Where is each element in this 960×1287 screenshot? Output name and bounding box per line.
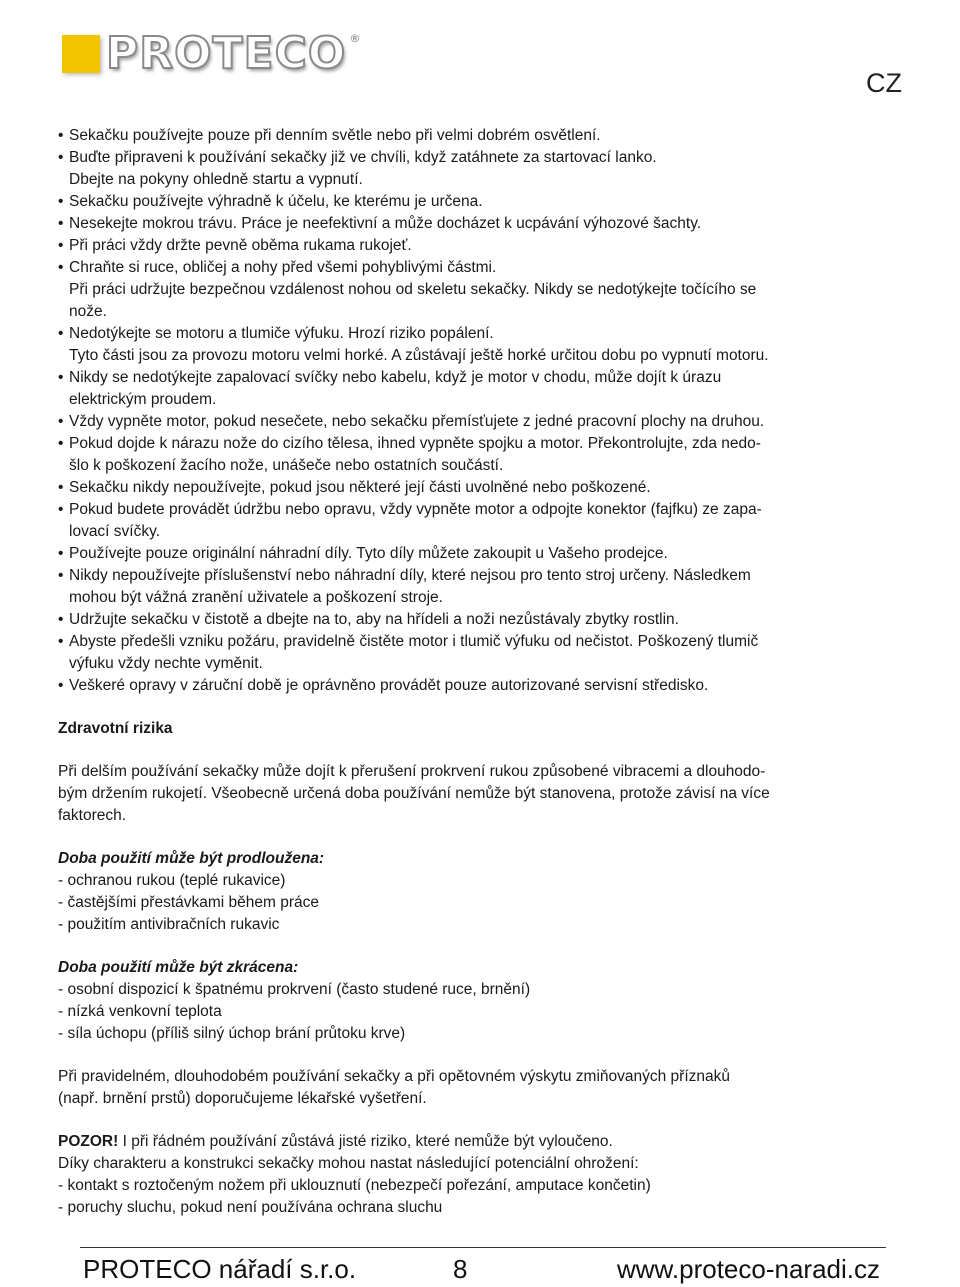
registered-mark: ® [349, 32, 361, 45]
shortened-use-item: - síla úchopu (příliš silný úchop brání průtoku krve) [58, 1025, 406, 1042]
shortened-use-heading: Doba použití může být zkrácena: [58, 959, 299, 976]
logo-square [62, 35, 100, 73]
shortened-use-section [58, 957, 898, 1045]
safety-rule-line: Nikdy se nedotýkejte zapalovací svíčky nebo kabelu, když je motor v chodu, může dojít k úrazu [69, 369, 722, 386]
safety-rule-line: výfuku vždy nechte vyměnit. [69, 655, 263, 672]
safety-rule-item [58, 565, 898, 609]
risk-list [58, 1175, 898, 1219]
bullet-glyph: • [58, 369, 64, 386]
safety-rule-line: šlo k poškození žacího nože, unášeče nebo ostatních součástí. [69, 457, 504, 474]
bullet-glyph: • [58, 215, 64, 232]
safety-rule-line: Pokud budete provádět údržbu nebo opravu, vždy vypněte motor a odpojte konektor (fajfku) ze zapa- [69, 501, 762, 518]
bullet-glyph: • [58, 501, 64, 518]
health-intro-paragraph [58, 761, 898, 827]
page-content [58, 125, 898, 1219]
extended-use-section [58, 848, 898, 936]
extended-use-item: - ochranou rukou (teplé rukavice) [58, 872, 286, 889]
safety-rule-item [58, 543, 898, 565]
extended-use-heading: Doba použití může být prodloužena: [58, 850, 325, 867]
bullet-glyph: • [58, 149, 64, 166]
safety-rule-item [58, 477, 898, 499]
safety-rule-line: Nesekejte mokrou trávu. Práce je neefektivní a může docházet k ucpávání výhozové šachty. [69, 215, 702, 232]
safety-rule-line: Sekačku nikdy nepoužívejte, pokud jsou některé její části uvolněné nebo poškozené. [69, 479, 651, 496]
language-code: CZ [866, 68, 902, 98]
brand-logo [62, 28, 361, 79]
safety-rule-line: Nedotýkejte se motoru a tlumiče výfuku. Hrozí riziko popálení. [69, 325, 494, 342]
page-number: 8 [453, 1254, 468, 1284]
safety-rule-line: Tyto části jsou za provozu motoru velmi horké. A zůstávají ještě horké určitou dobu po vypnutí motoru. [69, 347, 769, 364]
health-intro-line: faktorech. [58, 807, 127, 824]
bullet-glyph: • [58, 633, 64, 650]
safety-rule-item [58, 147, 898, 191]
bullet-glyph: • [58, 259, 64, 276]
health-risks-heading: Zdravotní rizika [58, 720, 173, 737]
safety-rule-line: Sekačku používejte výhradně k účelu, ke kterému je určena. [69, 193, 483, 210]
safety-rule-item [58, 631, 898, 675]
safety-rules-list [58, 125, 898, 697]
safety-rule-line: Při práci udržujte bezpečnou vzdálenost nohou od skeletu sekačky. Nikdy se nedotýkejte točícího se [69, 281, 757, 298]
bullet-glyph: • [58, 325, 64, 342]
risk-intro: Díky charakteru a konstrukci sekačky mohou nastat následující potenciální ohrožení: [58, 1155, 639, 1172]
safety-rule-item [58, 499, 898, 543]
safety-rule-line: Při práci vždy držte pevně oběma rukama rukojeť. [69, 237, 412, 254]
warning-text: I při řádném používání zůstává jisté riziko, které nemůže být vyloučeno. [118, 1133, 613, 1150]
shortened-use-item: - osobní dispozicí k špatnému prokrvení (často studené ruce, brnění) [58, 981, 531, 998]
health-intro-line: Při delším používání sekačky může dojít k přerušení prokrvení rukou způsobené vibracemi a dlouhodo- [58, 763, 766, 780]
footer-website: www.proteco-naradi.cz [617, 1254, 880, 1284]
safety-rule-item [58, 609, 898, 631]
bullet-glyph: • [58, 677, 64, 694]
safety-rule-item [58, 191, 898, 213]
safety-rule-line: Pokud dojde k nárazu nože do cizího tělesa, ihned vypněte spojku a motor. Překontrolujte, zda nedo- [69, 435, 761, 452]
safety-rule-line: Abyste předešli vzniku požáru, pravidelně čistěte motor i tlumič výfuku od nečistot. Poškozený tlumič [69, 633, 759, 650]
medical-advice-paragraph [58, 1066, 898, 1110]
safety-rule-item [58, 213, 898, 235]
bullet-glyph: • [58, 567, 64, 584]
bullet-glyph: • [58, 413, 64, 430]
logo-wordmark: PROTECO [106, 28, 347, 79]
risk-item: - kontakt s roztočeným nožem při uklouznutí (nebezpečí pořezání, amputace končetin) [58, 1177, 651, 1194]
medical-advice-line: (např. brnění prstů) doporučujeme lékařské vyšetření. [58, 1090, 427, 1107]
safety-rule-item [58, 675, 898, 697]
shortened-use-item: - nízká venkovní teplota [58, 1003, 222, 1020]
safety-rule-line: Chraňte si ruce, obličej a nohy před všemi pohyblivými částmi. [69, 259, 497, 276]
safety-rule-item [58, 367, 898, 411]
risk-item: - poruchy sluchu, pokud není používána ochrana sluchu [58, 1199, 443, 1216]
extended-use-list [58, 870, 898, 936]
safety-rule-line: Udržujte sekačku v čistotě a dbejte na to, aby na hřídeli a noži nezůstávaly zbytky rostlin. [69, 611, 679, 628]
bullet-glyph: • [58, 435, 64, 452]
safety-rule-line: nože. [69, 303, 107, 320]
safety-rule-item [58, 411, 898, 433]
footer-company: PROTECO nářadí s.r.o. [83, 1254, 357, 1284]
footer-divider [80, 1247, 886, 1248]
safety-rule-line: Dbejte na pokyny ohledně startu a vypnutí. [69, 171, 363, 188]
safety-rule-line: lovací svíčky. [69, 523, 161, 540]
safety-rule-item [58, 433, 898, 477]
bullet-glyph: • [58, 193, 64, 210]
bullet-glyph: • [58, 545, 64, 562]
safety-rule-line: mohou být vážná zranění uživatele a poškození stroje. [69, 589, 443, 606]
safety-rule-line: Vždy vypněte motor, pokud nesečete, nebo sekačku přemísťujete z jedné pracovní plochy na druhou. [69, 413, 765, 430]
bullet-glyph: • [58, 479, 64, 496]
safety-rule-line: Sekačku používejte pouze při denním světle nebo při velmi dobrém osvětlení. [69, 127, 601, 144]
bullet-glyph: • [58, 237, 64, 254]
warning-label: POZOR! [58, 1133, 119, 1150]
safety-rule-item [58, 235, 898, 257]
warning-section [58, 1131, 898, 1219]
safety-rule-line: Buďte připraveni k používání sekačky již ve chvíli, když zatáhnete za startovací lanko. [69, 149, 657, 166]
extended-use-item: - častějšími přestávkami během práce [58, 894, 320, 911]
safety-rule-item [58, 323, 898, 367]
safety-rule-line: Nikdy nepoužívejte příslušenství nebo náhradní díly, které nejsou pro tento stroj určeny. Následkem [69, 567, 751, 584]
shortened-use-list [58, 979, 898, 1045]
safety-rule-item [58, 125, 898, 147]
bullet-glyph: • [58, 611, 64, 628]
safety-rule-line: Používejte pouze originální náhradní díly. Tyto díly můžete zakoupit u Vašeho prodejce. [69, 545, 668, 562]
safety-rule-item [58, 257, 898, 323]
bullet-glyph: • [58, 127, 64, 144]
extended-use-item: - použitím antivibračních rukavic [58, 916, 280, 933]
medical-advice-line: Při pravidelném, dlouhodobém používání sekačky a při opětovném výskytu zmiňovaných příznaků [58, 1068, 731, 1085]
safety-rule-line: elektrickým proudem. [69, 391, 217, 408]
health-intro-line: bým držením rukojetí. Všeobecně určená doba používání nemůže být stanovena, protože závisí na více [58, 785, 770, 802]
safety-rule-line: Veškeré opravy v záruční době je oprávněno provádět pouze autorizované servisní středisko. [69, 677, 709, 694]
warning-line [58, 1131, 898, 1153]
